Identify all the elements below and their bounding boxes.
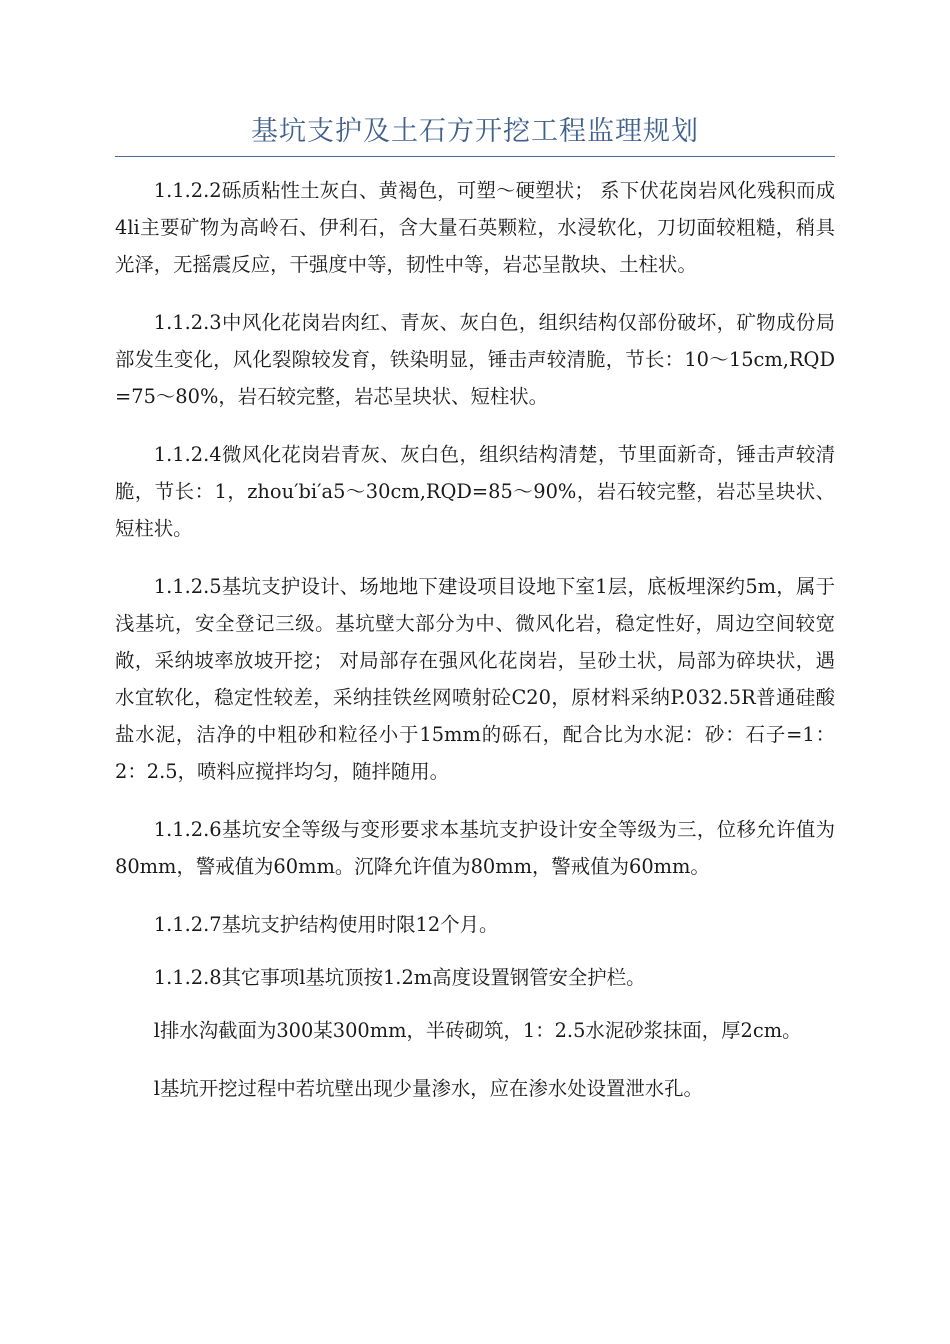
paragraph-1-1-2-4: 1.1.2.4微风化花岗岩青灰、灰白色，组织结构清楚，节里面新奇，锤击声较清脆，节长：1，zhou′bi′a5～30cm,RQD=85～90%，岩石较完整，岩芯呈块状、短柱状。	[115, 443, 835, 540]
page-title: 基坑支护及土石方开挖工程监理规划	[251, 116, 699, 147]
paragraph-1-1-2-2: 1.1.2.2砾质粘性土灰白、黄褐色，可塑～硬塑状； 系下伏花岗岩风化残积而成4li主要矿物为高岭石、伊利石，含大量石英颗粒，水浸软化，刀切面较粗糙，稍具光泽，无摇震反应，干强度中等，韧性中等，岩芯呈散块、土柱状。	[115, 179, 835, 276]
title-block	[115, 112, 835, 157]
paragraph-1-1-2-7: 1.1.2.7基坑支护结构使用时限12个月。	[153, 913, 499, 936]
paragraph-1-1-2-8: 1.1.2.8其它事项l基坑顶按1.2m高度设置钢管安全护栏。	[153, 966, 646, 989]
paragraph-seepage-drain: l基坑开挖过程中若坑壁出现少量渗水，应在渗水处设置泄水孔。	[153, 1077, 703, 1100]
paragraph-1-1-2-5: 1.1.2.5基坑支护设计、场地地下建设项目设地下室1层，底板埋深约5m，属于浅基坑，安全登记三级。基坑壁大部分为中、微风化岩，稳定性好，周边空间较宽敞，采纳坡率放坡开挖； 对局部存在强风化花岗岩，呈砂土状，局部为碎块状，遇水宜软化，稳定性较差，采纳挂铁丝网喷射砼C20，原材料采纳P.032.5R普通硅酸盐水泥，洁净的中粗砂和粒径小于15mm的砾石，配合比为水泥：砂：石子=1：2：2.5，喷料应搅拌均匀，随拌随用。	[115, 575, 835, 783]
paragraph-drainage-ditch: l排水沟截面为300某300mm，半砖砌筑，1：2.5水泥砂浆抹面，厚2cm。	[153, 1019, 802, 1042]
paragraph-1-1-2-3: 1.1.2.3中风化花岗岩肉红、青灰、灰白色，组织结构仅部份破坏，矿物成份局部发生变化，风化裂隙较发育，铁染明显，锤击声较清脆，节长：10～15cm,RQD=75～80%，岩石较完整，岩芯呈块状、短柱状。	[115, 311, 835, 408]
paragraph-1-1-2-6: 1.1.2.6基坑安全等级与变形要求本基坑支护设计安全等级为三，位移允许值为80mm，警戒值为60mm。沉降允许值为80mm，警戒值为60mm。	[115, 818, 835, 878]
document-body	[115, 172, 835, 1128]
